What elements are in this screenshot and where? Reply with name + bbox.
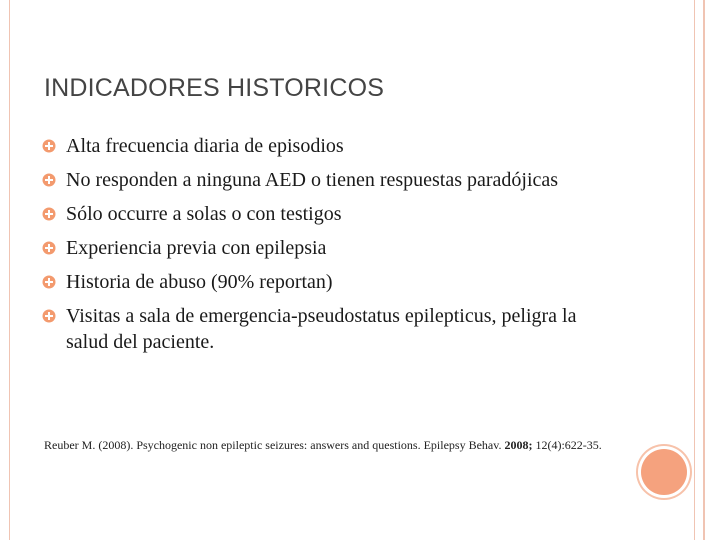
bullet-text: Visitas a sala de emergencia-pseudostatus epilepticus, peligra la salud del paciente. xyxy=(66,305,577,353)
bullet-item xyxy=(44,167,604,193)
bullet-text: Experiencia previa con epilepsia xyxy=(66,237,327,259)
bullet-item xyxy=(44,269,604,295)
bullet-text: Historia de abuso (90% reportan) xyxy=(66,271,333,293)
citation-year: 2008; xyxy=(504,438,533,452)
plus-sign-icon xyxy=(42,309,56,323)
bullet-text: Alta frecuencia diaria de episodios xyxy=(66,135,344,157)
slide-title: INDICADORES HISTORICOS xyxy=(44,74,385,102)
citation-text: Reuber M. (2008). Psychogenic non epileptic seizures: answers and questions. Epilepsy Behav. xyxy=(44,438,505,452)
bullet-list xyxy=(44,133,604,363)
plus-sign-icon xyxy=(42,207,56,221)
slide-frame-line xyxy=(703,0,705,540)
bullet-item xyxy=(44,235,604,261)
bullet-text: Sólo occurre a solas o con testigos xyxy=(66,203,342,225)
plus-sign-icon xyxy=(42,275,56,289)
plus-sign-icon xyxy=(42,173,56,187)
bullet-item xyxy=(44,303,604,355)
bullet-item xyxy=(44,201,604,227)
plus-sign-icon xyxy=(42,139,56,153)
bullet-text: No responden a ninguna AED o tienen respuestas paradójicas xyxy=(66,169,559,191)
citation xyxy=(44,438,604,453)
decorative-circle-icon xyxy=(641,449,687,495)
plus-sign-icon xyxy=(42,241,56,255)
citation-pages: 12(4):622-35. xyxy=(532,438,602,452)
bullet-item xyxy=(44,133,604,159)
